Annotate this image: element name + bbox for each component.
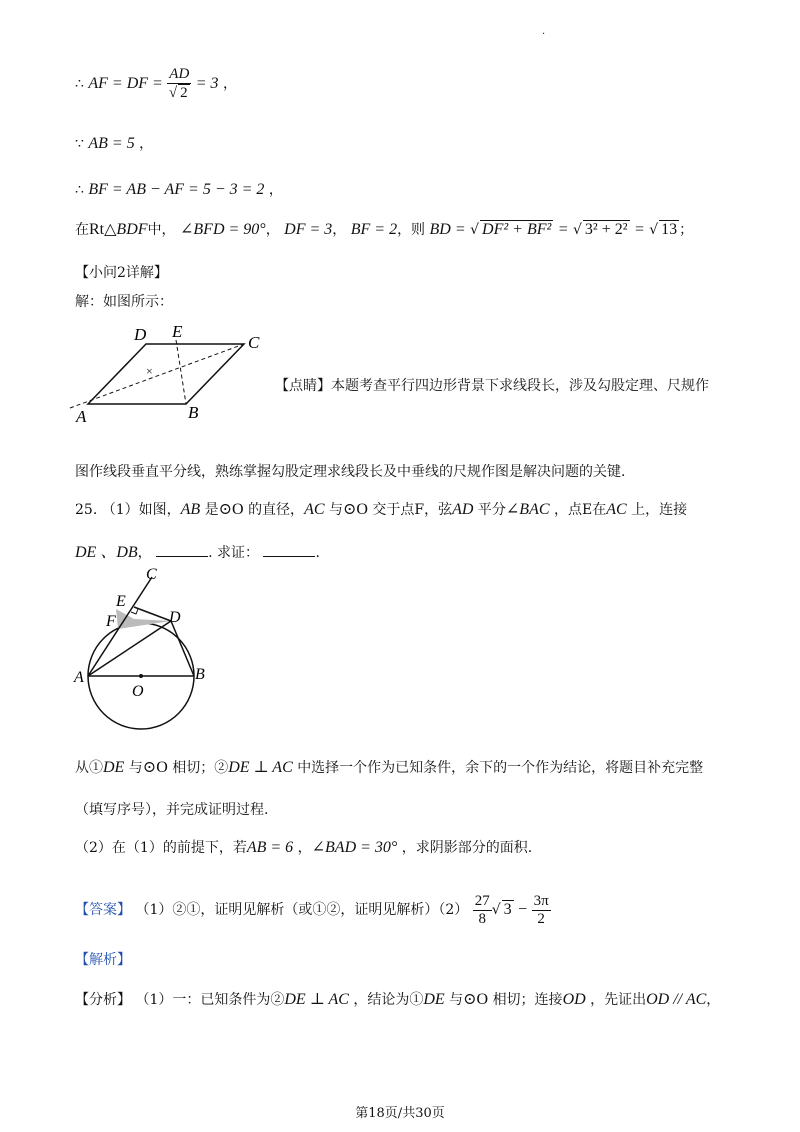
- expr-af-df: AF = DF =: [88, 75, 163, 92]
- fraction-ad-root2: $\frac{AD}{√ 2}$: [168, 66, 190, 101]
- answer-line: 【答案】 （1）②①，证明见解析（或①②，证明见解析）（2） $\frac{27}{8}$ √ 3 − $\frac{3\pi}{2}$: [75, 892, 549, 927]
- q25-part2: （2）在（1）的前提下，若AB = 6 ，∠BAD = 30° ，求阴影部分的面积.: [75, 839, 533, 856]
- question-number: 25.: [75, 502, 98, 518]
- parallelogram-abcd: [88, 344, 244, 404]
- therefore-symbol: ∴: [75, 182, 84, 198]
- comment-line2: 图作线段垂直平分线，熟练掌握勾股定理求线段长及中垂线的尺规作图是解决问题的关键.: [75, 464, 626, 480]
- sub2-heading: 【小问2详解】: [75, 265, 168, 281]
- fraction-3pi-2: $\frac{3\pi}{2}$: [533, 892, 549, 927]
- circle-figure: [72, 565, 222, 735]
- therefore-symbol: ∴: [75, 76, 84, 92]
- fenxi-line: 【分析】 （1）一：已知条件为②DE ⊥ AC ，结论为①DE 与⊙O 相切；连接OD ，先证出OD // AC，: [75, 991, 721, 1008]
- line-ac: [88, 577, 152, 676]
- because-symbol: ∵: [75, 136, 84, 152]
- q25-fill-instruction: （填写序号），并完成证明过程.: [75, 802, 269, 818]
- sub2-intro: 解：如图所示：: [75, 294, 173, 310]
- expr-ab-5: AB = 5: [88, 135, 135, 152]
- center-dot: [139, 674, 143, 678]
- line-ab: ∵ AB = 5 ，: [75, 135, 154, 152]
- label-o: O: [132, 683, 144, 700]
- label-a: A: [76, 407, 87, 426]
- line-af-df: ∴ AF = DF = $\frac{AD}{√ 2}$ = 3 ，: [75, 66, 237, 101]
- parallelogram-figure: [68, 318, 268, 428]
- segment-de: [134, 607, 171, 621]
- q25-conditions: 从①DE 与⊙O 相切；②DE ⊥ AC 中选择一个作为已知条件，余下的一个作为结论，将题目补充完整: [75, 759, 704, 776]
- blank-condition[interactable]: [156, 542, 208, 557]
- chord-ad: [88, 621, 171, 676]
- label-c: C: [146, 566, 157, 583]
- expr-bf: BF = AB − AF = 5 − 3 = 2: [88, 181, 265, 198]
- chord-db: [171, 621, 194, 676]
- label-e: E: [116, 593, 126, 610]
- label-f: F: [106, 613, 116, 630]
- diagonal-ac: [70, 344, 244, 408]
- cross-mark: ×: [146, 364, 153, 378]
- label-b: B: [195, 666, 205, 683]
- q25-line2: DE 、DB， . 求证： .: [75, 544, 320, 561]
- analysis-tag: 【解析】: [75, 952, 131, 968]
- segment-eb: [176, 340, 186, 404]
- fraction-27-8: $\frac{27}{8}$: [474, 892, 490, 927]
- expr-bd: BD =: [429, 221, 466, 238]
- blank-conclusion[interactable]: [263, 542, 315, 557]
- label-e: E: [172, 322, 183, 341]
- fenxi-tag: 【分析】: [75, 992, 131, 1008]
- right-angle-mark: [131, 609, 138, 614]
- comment-line1: 【点睛】本题考查平行四边形背景下求线段长，涉及勾股定理、尺规作: [275, 378, 709, 394]
- top-mark: .: [542, 26, 546, 37]
- angle-bfd: ∠BFD = 90°: [179, 221, 266, 238]
- label-d: D: [134, 325, 147, 344]
- expr-eq-3: = 3: [195, 75, 219, 92]
- line-bf: ∴ BF = AB − AF = 5 − 3 = 2 ，: [75, 181, 283, 198]
- answer-tag: 【答案】: [75, 902, 131, 918]
- label-a: A: [74, 669, 84, 686]
- line-rt-bdf: 在Rt△BDF中， ∠BFD = 90°， DF = 3， BF = 2，则 BD = √ DF² + BF² = √ 3² + 2² = √ 13 ；: [75, 221, 694, 238]
- q25-line1: 25. （1）如图，AB 是⊙O 的直径，AC 与⊙O 交于点F，弦AD 平分∠BAC ，点E在AC 上，连接: [75, 501, 688, 518]
- label-b: B: [188, 403, 199, 422]
- page-footer: 第18页/共30页: [355, 1106, 445, 1121]
- label-c: C: [248, 333, 260, 352]
- label-d: D: [169, 609, 181, 626]
